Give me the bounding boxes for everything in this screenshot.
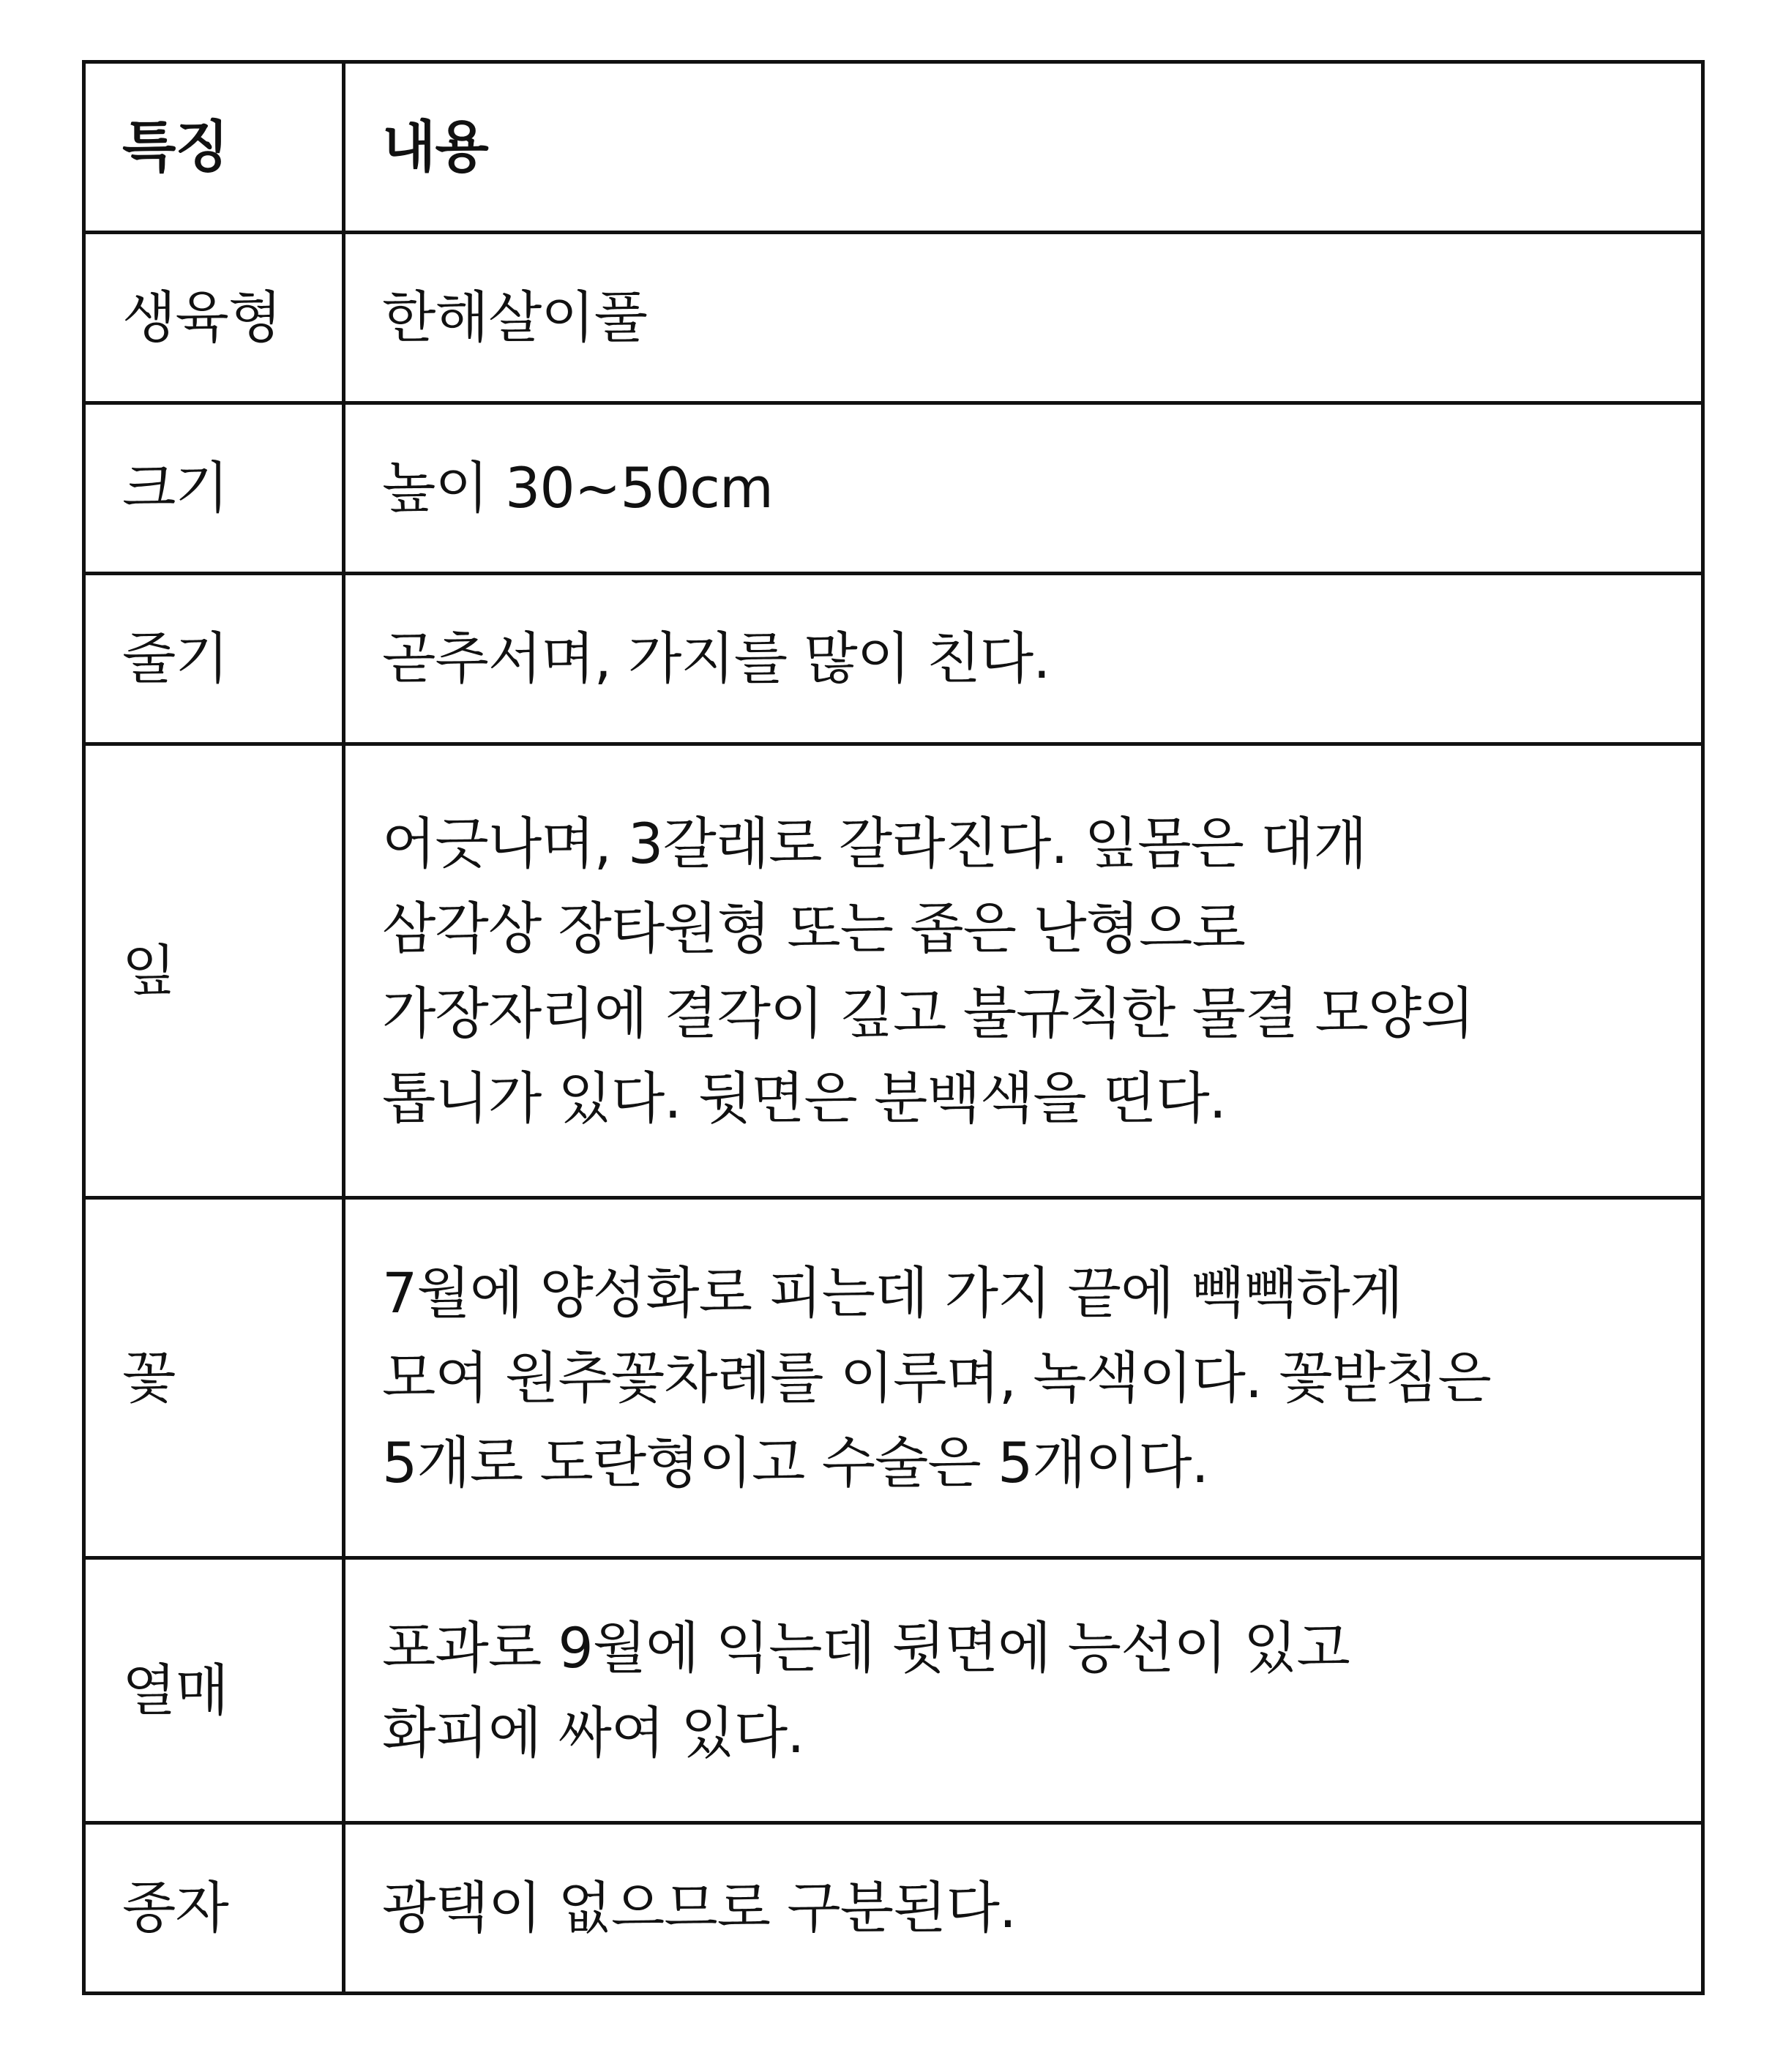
table-row — [84, 1198, 1703, 1558]
feature-cell: 종자 — [84, 1823, 344, 1994]
content-line: 한해살이풀 — [382, 285, 648, 350]
content-line: 포과로 9월에 익는데 뒷면에 능선이 있고 — [382, 1615, 1350, 1680]
content-line: 5개로 도란형이고 수술은 5개이다. — [382, 1429, 1208, 1495]
feature-cell: 꽃 — [84, 1198, 344, 1558]
table-row — [84, 233, 1703, 403]
feature-cell: 열매 — [84, 1558, 344, 1823]
content-line: 높이 30~50cm — [382, 455, 773, 520]
content-cell — [344, 233, 1703, 403]
header-row — [84, 62, 1703, 233]
trait-table — [82, 60, 1705, 1995]
content-line: 광택이 없으므로 구분된다. — [382, 1875, 1017, 1940]
header-feature: 특징 — [84, 62, 344, 233]
content-line: 곧추서며, 가지를 많이 친다. — [382, 626, 1050, 691]
content-cell — [344, 744, 1703, 1198]
feature-cell: 잎 — [84, 744, 344, 1198]
table-row — [84, 403, 1703, 574]
trait-table-container — [82, 60, 1701, 1995]
feature-cell: 생육형 — [84, 233, 344, 403]
feature-cell: 줄기 — [84, 574, 344, 744]
feature-cell: 크기 — [84, 403, 344, 574]
header-content: 내용 — [344, 62, 1703, 233]
content-cell — [344, 1558, 1703, 1823]
content-cell — [344, 574, 1703, 744]
content-cell — [344, 1198, 1703, 1558]
content-cell — [344, 1823, 1703, 1994]
content-cell — [344, 403, 1703, 574]
content-line: 가장자리에 결각이 깊고 불규칙한 물결 모양의 — [382, 980, 1474, 1046]
content-line: 화피에 싸여 있다. — [382, 1699, 804, 1765]
table-row — [84, 1823, 1703, 1994]
content-line: 톱니가 있다. 뒷면은 분백색을 띤다. — [382, 1065, 1226, 1131]
content-line: 어긋나며, 3갈래로 갈라진다. 잎몸은 대개 — [382, 810, 1367, 876]
table-row — [84, 574, 1703, 744]
content-line: 7월에 양성화로 피는데 가지 끝에 빽빽하게 — [382, 1260, 1403, 1325]
table-row — [84, 744, 1703, 1198]
content-line: 모여 원추꽃차례를 이루며, 녹색이다. 꽃받침은 — [382, 1344, 1491, 1410]
table-row — [84, 1558, 1703, 1823]
content-line: 삼각상 장타원형 또는 좁은 난형으로 — [382, 895, 1245, 961]
